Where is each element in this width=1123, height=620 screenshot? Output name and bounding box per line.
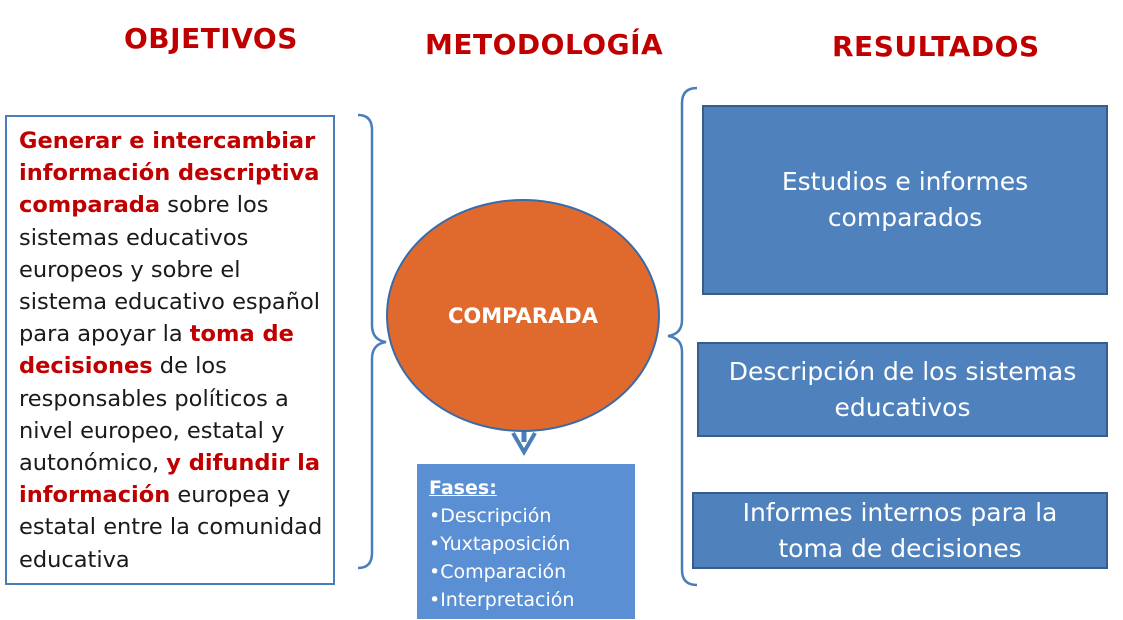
heading-objetivos: OBJETIVOS	[124, 22, 298, 55]
objective-highlight-generar: Generar e intercambiar información descriptiva comparada	[19, 128, 320, 219]
objective-text-part: sobre los sistemas educativos europeos y sobre el sistema educativo español para apoyar la	[19, 192, 320, 348]
comparada-circle	[386, 199, 660, 432]
result-label: Estudios e informes comparados	[781, 167, 1029, 232]
phase-item: •Descripción	[429, 505, 552, 527]
left-brace	[358, 115, 386, 568]
result-box-descripcion	[697, 342, 1108, 437]
phase-item: •Yuxtaposición	[429, 533, 571, 555]
objective-highlight-difundir: y difundir la información	[19, 450, 321, 509]
result-label: Descripción de los sistemas educativos	[728, 356, 1077, 422]
result-box-informes	[692, 492, 1108, 569]
heading-resultados: RESULTADOS	[832, 30, 1040, 63]
objective-highlight-toma: toma de decisiones	[19, 321, 294, 380]
phases-box	[417, 464, 635, 619]
objective-box	[5, 115, 335, 585]
result-label: Informes internos para la toma de decisiones	[742, 497, 1058, 563]
heading-metodologia: METODOLOGÍA	[425, 28, 664, 61]
arrow-head	[513, 433, 535, 452]
comparada-label: COMPARADA	[448, 303, 598, 328]
phase-item: •Interpretación	[429, 589, 575, 611]
result-box-estudios	[702, 105, 1108, 295]
objective-text-part: europea y estatal entre la comunidad educativa	[19, 482, 323, 573]
objective-text-part: de los responsables políticos a nivel europeo, estatal y autonómico,	[19, 353, 289, 477]
phase-item: •Comparación	[429, 561, 567, 583]
phases-title: Fases:	[429, 477, 497, 499]
